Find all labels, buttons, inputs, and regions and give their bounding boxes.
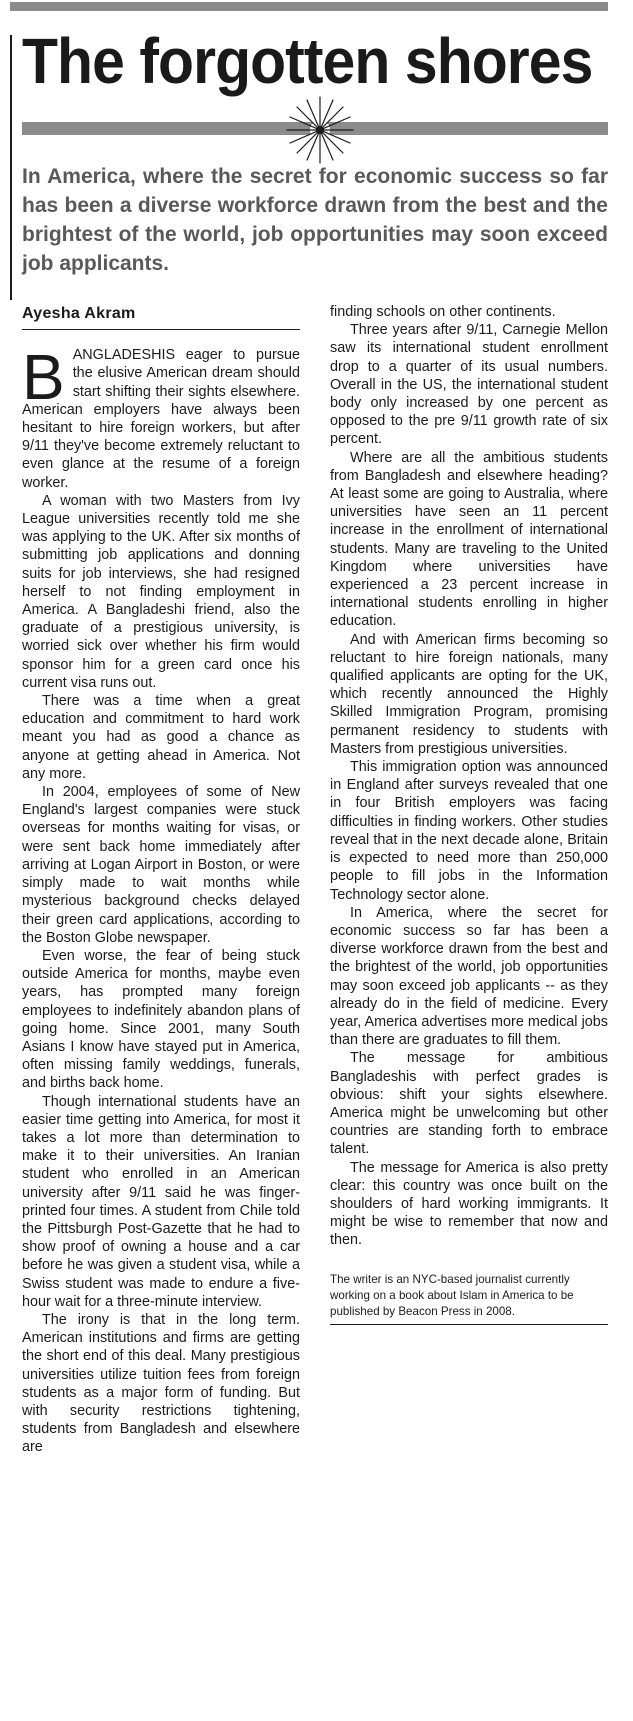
- paragraph: Where are all the ambitious students from Bangladesh and elsewhere heading? At least some are going to Australia, where universities have seen an 11 percent increase in the enrollment of international students. Many are traveling to the United Kingdom where universities have experienced a 23 percent increase in international students enrolling in higher education.: [330, 449, 608, 630]
- paragraph: Though international students have an easier time getting into America, for most it takes a lot more than determination to make it to their universities. An Iranian student who enrolled in an American university after 9/11 said he was finger-printed four times. A student from Chile told the Pittsburgh Post-Gazette that he had to show proof of owning a house and a car before he was given a student visa, while a Swiss student was made to endure a five-hour wait for a three-minute interview.: [22, 1093, 300, 1310]
- article-deck: In America, where the secret for economic success so far has been a diverse workforce drawn from the best and the brightest of the world, job opportunities may soon exceed job applicants.: [22, 165, 608, 275]
- author-footnote: The writer is an NYC-based journalist currently working on a book about Islam in America to be published by Beacon Press in 2008.: [330, 1272, 608, 1325]
- paragraph: In America, where the secret for economic success so far has been a diverse workforce drawn from the best and the brightest of the world, job opportunities may soon exceed job applicants -- as they already do in the field of medicine. Every year, America advertises more medical jobs than there are graduates to fill them.: [330, 904, 608, 1049]
- left-border-rule: [10, 35, 12, 300]
- paragraph: A woman with two Masters from Ivy League universities recently told me she was applying to the UK. After six months of submitting job applications and donning suits for job interviews, she had resigned herself to not finding employment in America. A Bangladeshi friend, also the graduate of a prestigious university, is worried sick over whether his firm would sponsor him for a green card once his current visa runs out.: [22, 492, 300, 691]
- drop-cap: B: [22, 341, 65, 414]
- paragraph: BANGLADESHIS eager to pursue the elusive American dream should start shifting their sights elsewhere. American employers have always been hesitant to hire foreign workers, but after 9/11 they've become extremely reluctant to even glance at the resume of a foreign worker.: [22, 341, 300, 491]
- headline: The forgotten shores: [22, 25, 593, 97]
- paragraph: In 2004, employees of some of New England's largest companies were stuck overseas for months waiting for visas, or were sent back home immediately after arriving at Logan Airport in Boston, or were simply made to wait months while mysterious background checks delayed their green card applications, according to the Boston Globe newspaper.: [22, 784, 300, 946]
- paragraph: There was a time when a great education and commitment to hard work meant you had as good a chance as anyone at getting ahead in America. Not any more.: [22, 693, 300, 782]
- paragraph: Even worse, the fear of being stuck outside America for months, maybe even years, has prompted many foreign employees to indefinitely abandon plans of going home. Since 2001, many South Asians I know have stayed put in America, often missing family weddings, funerals, and births back home.: [22, 947, 300, 1092]
- right-column: [330, 303, 608, 1457]
- paragraph: The irony is that in the long term. American institutions and firms are getting the short end of this deal. Many prestigious universities utilize tuition fees from foreign students as a major form of funding. But with security restrictions tightening, students from Bangladesh and elsewhere are: [22, 1311, 300, 1456]
- paragraph: This immigration option was announced in England after surveys revealed that one in four British employers was facing difficulties in finding workers. Other studies reveal that in the next decade alone, Britain is expected to need more than 250,000 people to fill jobs in the Information Technology sector alone.: [330, 759, 608, 903]
- paragraph-continuation: finding schools on other continents.: [330, 304, 556, 320]
- paragraph: Three years after 9/11, Carnegie Mellon saw its international student enrollment drop to a quarter of its usual numbers. Overall in the US, the international student body only increased by one percent as opposed to the pre 9/11 growth rate of six percent.: [330, 322, 608, 448]
- article-body: [22, 305, 608, 1457]
- paragraph: The message for America is also pretty clear: this country was once built on the shoulders of hard working immigrants. It might be wise to remember that now and then.: [330, 1159, 608, 1249]
- paragraph: And with American firms becoming so reluctant to hire foreign nationals, many qualified applicants are opting for the UK, which recently announced the Highly Skilled Immigration Program, promising permanent residency to students with Masters from prestigious universities.: [330, 631, 608, 757]
- left-column: [22, 305, 300, 1457]
- byline: Ayesha Akram: [22, 305, 300, 330]
- starburst-icon: [285, 95, 355, 165]
- top-rule: [10, 2, 608, 11]
- paragraph: The message for ambitious Bangladeshis with perfect grades is obvious: shift your sights elsewhere. America might be unwelcoming but other countries are standing forth to embrace talent.: [330, 1050, 608, 1158]
